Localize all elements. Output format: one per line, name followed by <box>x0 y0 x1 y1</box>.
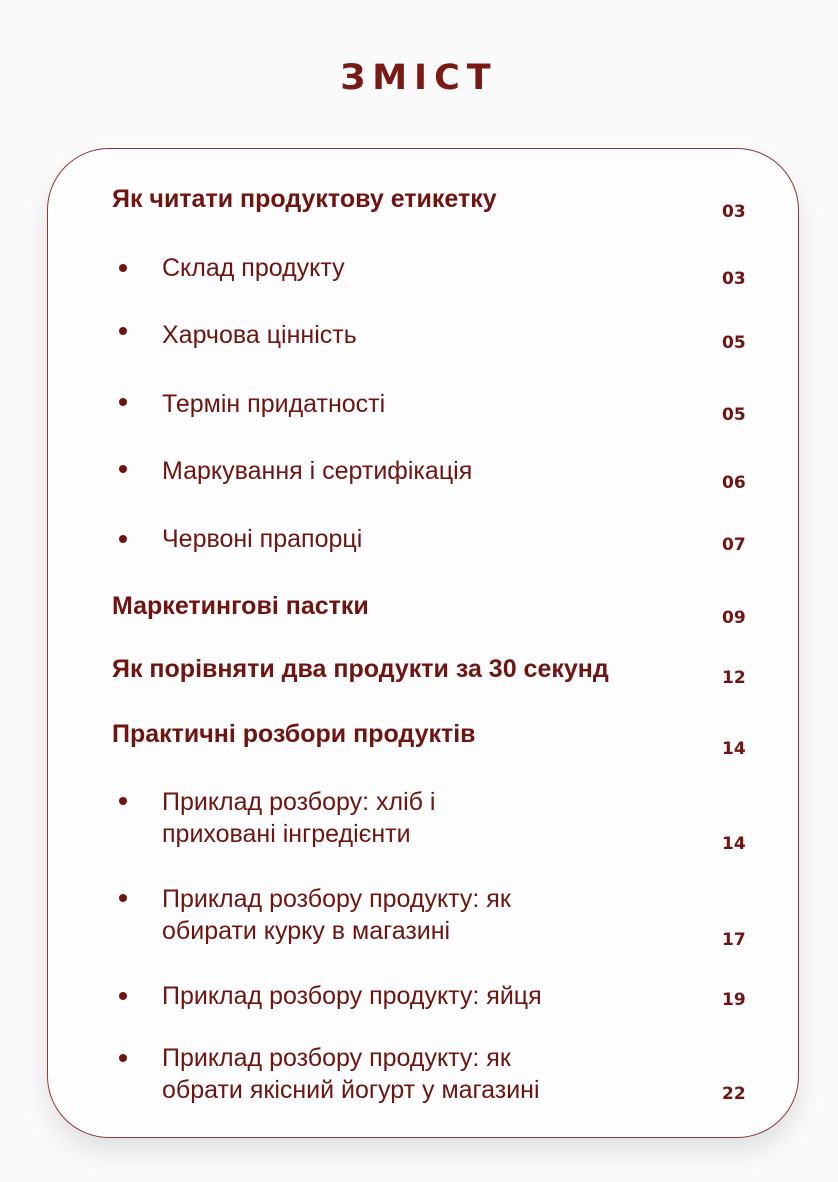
toc-entry-label <box>162 1042 682 1106</box>
toc-entry-label: Практичні розбори продуктів <box>112 720 476 748</box>
bullet-icon <box>119 398 127 406</box>
toc-entry-label-line: обрати якісний йогурт у магазині <box>162 1076 540 1104</box>
toc-page-number: 05 <box>722 405 746 425</box>
toc-page-number: 03 <box>722 269 746 289</box>
toc-entry-label: Термін придатності <box>162 390 386 418</box>
toc-page-number: 17 <box>722 930 746 950</box>
toc-page-number: 09 <box>722 608 746 628</box>
bullet-icon <box>119 992 127 1000</box>
table-of-contents-card <box>47 148 799 1138</box>
bullet-icon <box>119 465 127 473</box>
toc-entry-label-line: Приклад розбору продукту: як <box>162 1044 511 1072</box>
toc-page-number: 05 <box>722 333 746 353</box>
bullet-icon <box>119 1054 127 1062</box>
bullet-icon <box>119 264 127 272</box>
toc-page-number: 14 <box>722 739 746 759</box>
bullet-icon <box>119 797 127 805</box>
page-title: ЗМІСТ <box>340 58 498 98</box>
toc-entry-label: Як порівняти два продукти за 30 секунд <box>112 655 609 683</box>
bullet-icon <box>119 327 127 335</box>
toc-entry-label <box>162 786 682 850</box>
toc-page-number: 19 <box>722 990 746 1010</box>
toc-page-number: 07 <box>722 535 746 555</box>
toc-page-number: 12 <box>722 668 746 688</box>
toc-entry-label-line: Приклад розбору: хліб і <box>162 788 436 816</box>
toc-page-number: 14 <box>722 834 746 854</box>
toc-entry-label: Червоні прапорці <box>162 525 363 553</box>
bullet-icon <box>119 535 127 543</box>
toc-entry-label-line: обирати курку в магазині <box>162 917 451 945</box>
bullet-icon <box>119 894 127 902</box>
toc-entry-label: Маркування і сертифікація <box>162 457 473 485</box>
toc-entry-label: Маркетингові пастки <box>112 592 369 620</box>
toc-entry-label: Харчова цінність <box>162 321 357 349</box>
toc-entry-label: Приклад розбору продукту: яйця <box>162 982 542 1010</box>
toc-page-number: 22 <box>722 1084 746 1104</box>
toc-entry-label-line: приховані інгредієнти <box>162 820 411 848</box>
toc-entry-label: Склад продукту <box>162 254 345 282</box>
toc-entry-label <box>162 883 682 947</box>
toc-entry-label-line: Приклад розбору продукту: як <box>162 885 511 913</box>
toc-page-number: 06 <box>722 473 746 493</box>
toc-entry-label: Як читати продуктову етикетку <box>112 185 497 213</box>
toc-page-number: 03 <box>722 202 746 222</box>
